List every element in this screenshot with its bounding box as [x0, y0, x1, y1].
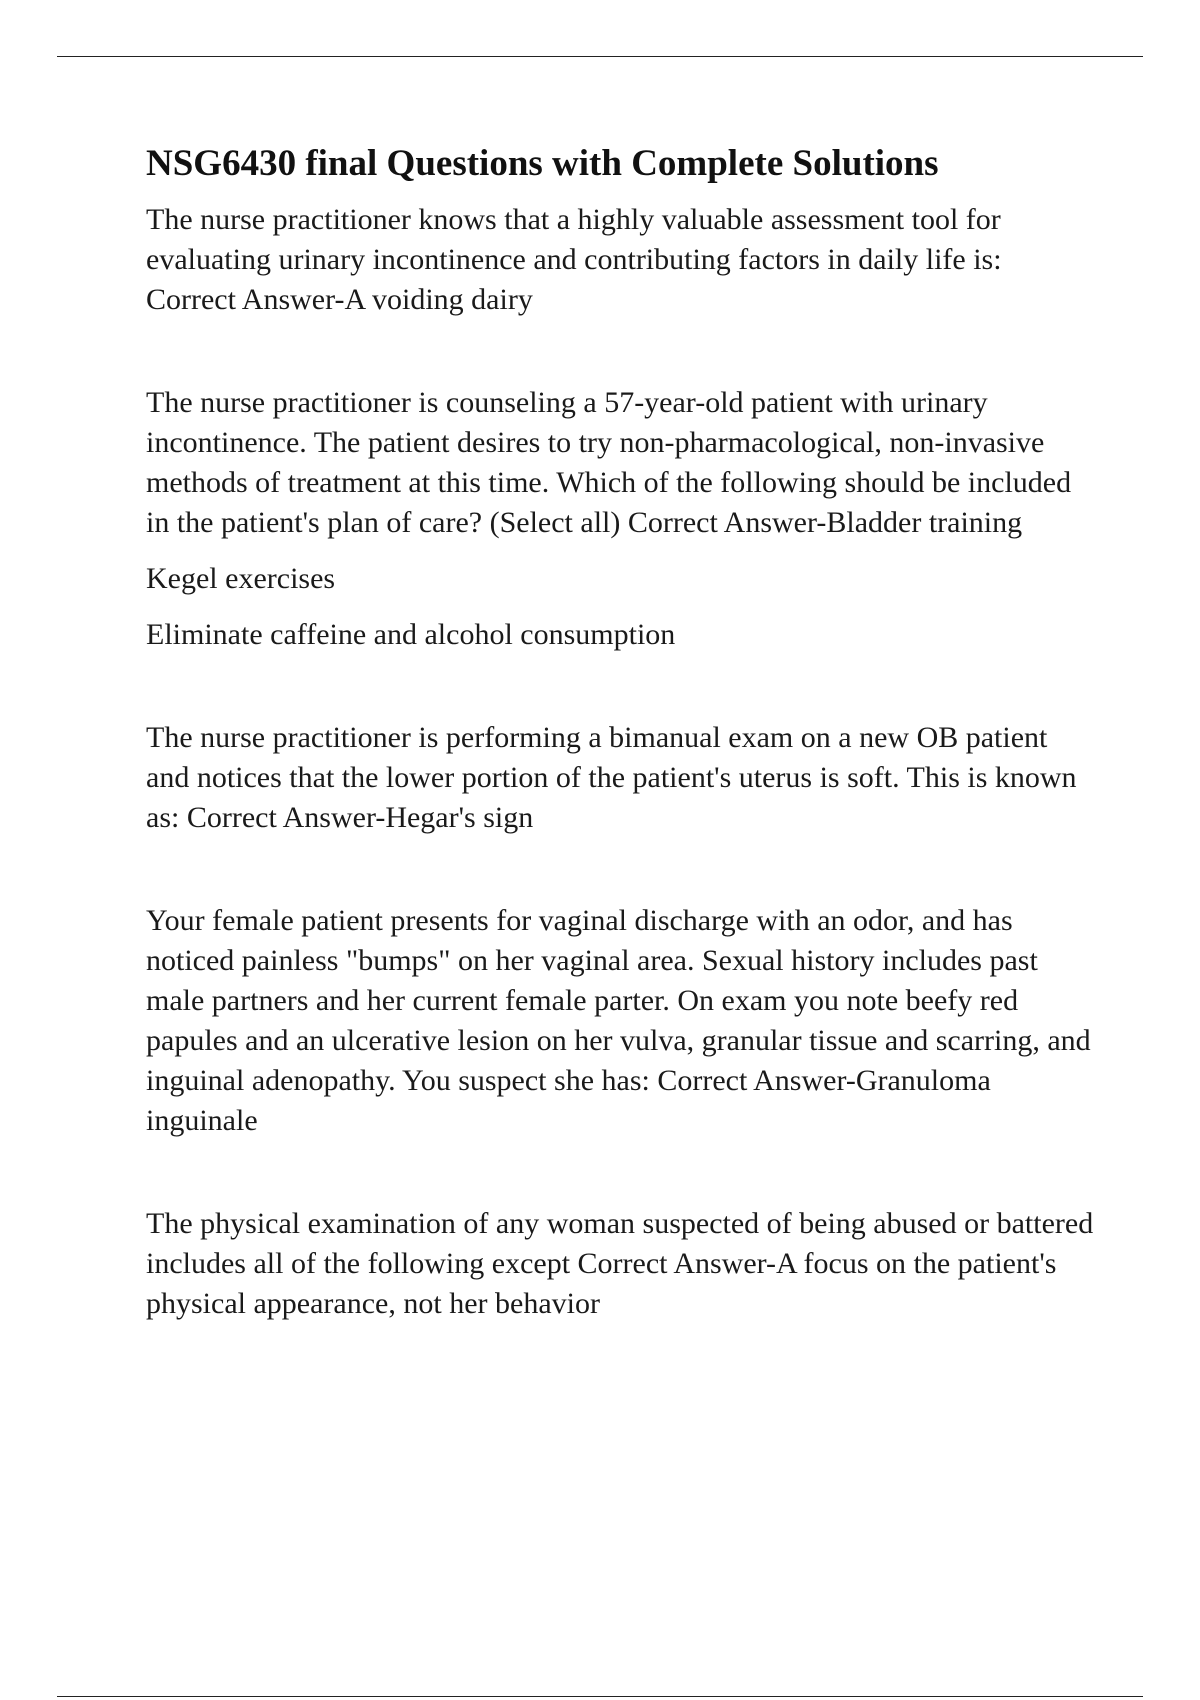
qa-item-2	[146, 383, 1096, 655]
top-rule	[57, 56, 1143, 57]
qa-paragraph: Kegel exercises	[146, 562, 336, 596]
qa-item-4	[146, 901, 1096, 1141]
document-title: NSG6430 final Questions with Complete Solutions	[146, 143, 939, 184]
bottom-rule	[57, 1696, 1143, 1697]
page-content	[146, 140, 1096, 1324]
qa-paragraph: The nurse practitioner is performing a bimanual exam on a new OB patient and notices that the lower portion of the patient's uterus is soft. This is known as: Correct Answer-Hegar's sign	[146, 721, 1077, 835]
qa-item-1	[146, 200, 1096, 320]
qa-paragraph: The physical examination of any woman suspected of being abused or battered includes all of the following except Correct Answer-A focus on the patient's physical appearance, not her behavior	[146, 1207, 1094, 1321]
qa-item-3	[146, 718, 1096, 838]
qa-paragraph: Eliminate caffeine and alcohol consumption	[146, 618, 676, 652]
qa-paragraph: Your female patient presents for vaginal discharge with an odor, and has noticed painless "bumps" on her vaginal area. Sexual history includes past male partners and her current female parter. On exam you note beefy red papules and an ulcerative lesion on her vulva, granular tissue and scarring, and inguinal adenopathy. You suspect she has: Correct Answer-Granuloma inguinale	[146, 904, 1091, 1138]
qa-paragraph: The nurse practitioner knows that a highly valuable assessment tool for evaluating urinary incontinence and contributing factors in daily life is: Correct Answer-A voiding dairy	[146, 203, 1002, 317]
qa-paragraph: The nurse practitioner is counseling a 57-year-old patient with urinary incontinence. The patient desires to try non-pharmacological, non-invasive methods of treatment at this time. Which of the following should be included in the patient's plan of care? (Select all) Correct Answer-Bladder training	[146, 386, 1072, 540]
qa-item-5	[146, 1204, 1096, 1324]
